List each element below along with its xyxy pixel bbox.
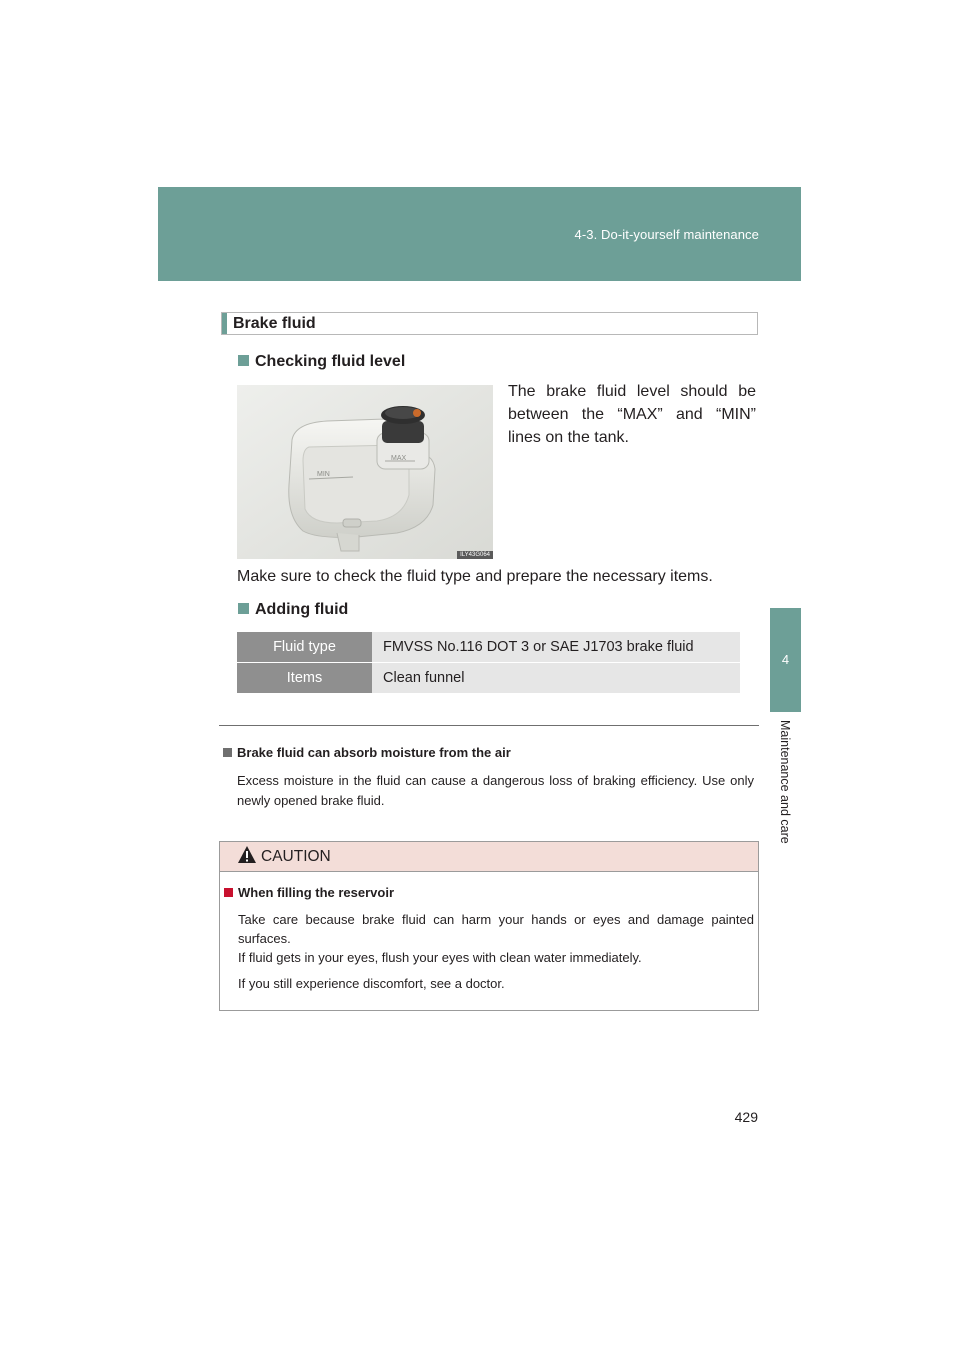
figure-code: ILY43G064 (457, 551, 493, 559)
chapter-number: 4 (781, 652, 790, 667)
chapter-tab (770, 608, 801, 712)
square-bullet-icon (224, 888, 233, 897)
divider (219, 725, 759, 726)
page-header (158, 187, 801, 281)
caution-paragraph: If you still experience discomfort, see a doctor. (238, 976, 505, 991)
square-bullet-icon (238, 603, 249, 614)
table-row-label: Items (237, 663, 372, 693)
subheading-adding (238, 601, 348, 619)
note-heading-text: Brake fluid can absorb moisture from the air (237, 745, 511, 760)
subheading-checking (238, 353, 405, 371)
page-number: 429 (734, 1109, 758, 1125)
chapter-label (772, 720, 798, 870)
brake-reservoir-image (237, 385, 493, 559)
square-bullet-icon (238, 355, 249, 366)
caution-paragraph: Take care because brake fluid can harm your hands or eyes and damage painted surfaces. (238, 912, 754, 946)
caution-box (219, 841, 759, 1011)
chapter-label-text: Maintenance and care (778, 720, 792, 844)
subheading-checking-text: Checking fluid level (255, 353, 406, 370)
checking-description: The brake fluid level should be between the “MAX” and “MIN” lines on the tank. (508, 383, 756, 446)
subheading-adding-text: Adding fluid (255, 601, 349, 618)
prepare-text: Make sure to check the fluid type and prepare the necessary items. (237, 568, 713, 585)
figure-min-mark: MIN (317, 471, 330, 478)
table-row-label: Fluid type (237, 632, 372, 662)
fluid-table (237, 632, 740, 694)
caution-heading-text: When filling the reservoir (238, 885, 395, 900)
warning-triangle-icon (237, 845, 257, 864)
caution-paragraph: If fluid gets in your eyes, flush your eyes with clean water immediately. (238, 950, 642, 965)
header-section-title: 4-3. Do-it-yourself maintenance (574, 227, 759, 242)
note-body: Excess moisture in the fluid can cause a dangerous loss of braking efficiency. Use only newly opened brake fluid. (237, 773, 754, 808)
table-row (237, 632, 740, 662)
brake-reservoir-illustration (237, 385, 493, 559)
section-heading (221, 312, 758, 335)
caution-heading (224, 885, 394, 900)
table-row-value: Clean funnel (372, 663, 740, 693)
caution-title: CAUTION (261, 848, 331, 865)
section-title: Brake fluid (233, 315, 316, 332)
caution-header (220, 842, 758, 872)
note-heading (223, 745, 511, 760)
section-heading-bar (222, 313, 227, 334)
table-row (237, 663, 740, 693)
square-bullet-icon (223, 748, 232, 757)
table-row-value: FMVSS No.116 DOT 3 or SAE J1703 brake fluid (372, 632, 740, 662)
figure-max-mark: MAX (391, 455, 407, 462)
